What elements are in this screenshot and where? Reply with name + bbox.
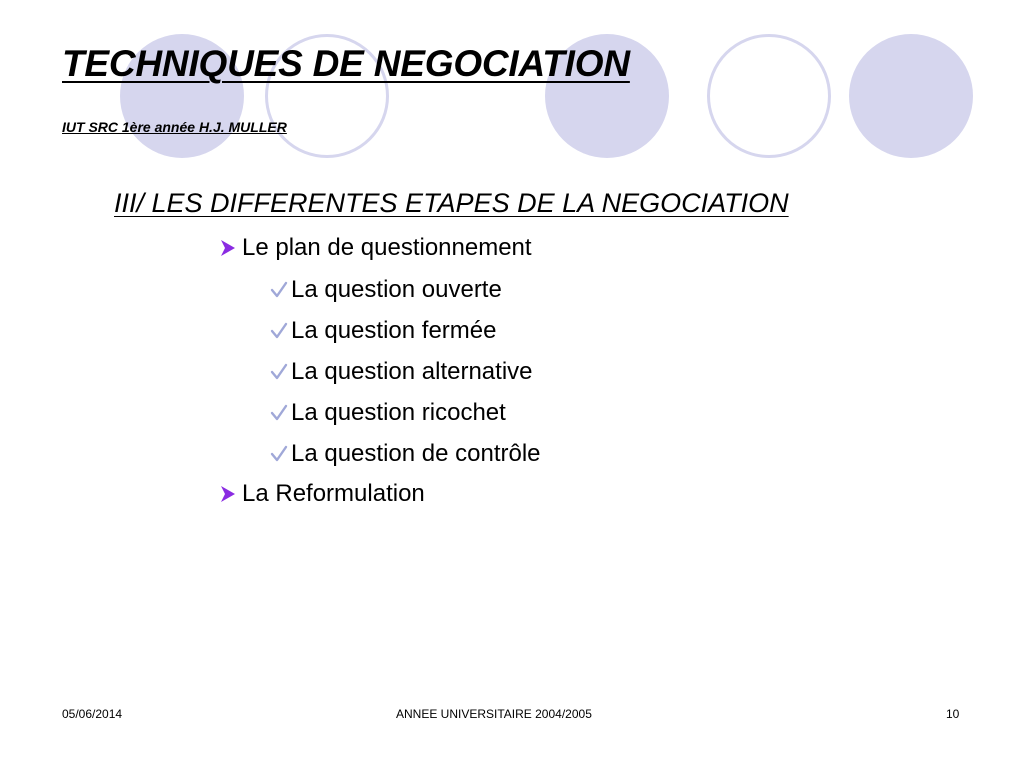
list-item-text: La Reformulation (242, 480, 425, 507)
list-item (270, 317, 496, 346)
list-item-text: Le plan de questionnement (242, 234, 532, 261)
list-item (270, 440, 541, 469)
slide-subtitle: IUT SRC 1ère année H.J. MULLER (62, 119, 287, 135)
slide-title: TECHNIQUES DE NEGOCIATION (62, 43, 630, 84)
section-heading: III/ LES DIFFERENTES ETAPES DE LA NEGOCIATION (114, 188, 789, 218)
list-item (270, 399, 506, 428)
footer-center-text: ANNEE UNIVERSITAIRE 2004/2005 (396, 707, 592, 721)
list-item (270, 276, 502, 305)
list-item (218, 480, 425, 509)
list-item (218, 234, 532, 263)
decorative-circle-ring (707, 34, 831, 158)
arrow-bullet-icon (218, 483, 238, 505)
check-bullet-icon (270, 444, 288, 464)
decorative-circle (849, 34, 973, 158)
list-item-text: La question fermée (291, 317, 497, 344)
check-bullet-icon (270, 403, 288, 423)
check-bullet-icon (270, 321, 288, 341)
list-item-text: La question ricochet (291, 399, 506, 426)
arrow-bullet-icon (218, 237, 238, 259)
list-item-text: La question ouverte (291, 276, 502, 303)
check-bullet-icon (270, 362, 288, 382)
list-item (270, 358, 533, 387)
list-item-text: La question de contrôle (291, 440, 541, 467)
check-bullet-icon (270, 280, 288, 300)
list-item-text: La question alternative (291, 358, 533, 385)
page-number: 10 (946, 707, 960, 721)
footer-date: 05/06/2014 (62, 707, 123, 721)
